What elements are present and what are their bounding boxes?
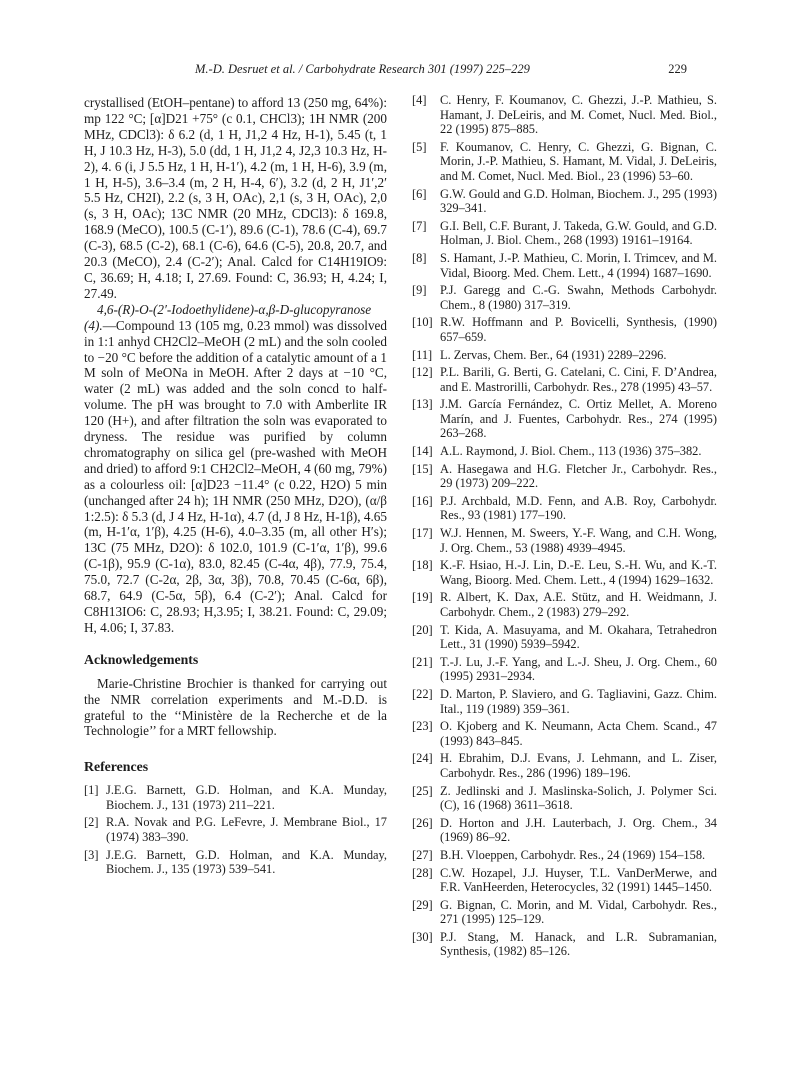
reference-item [412, 365, 717, 394]
reference-item [84, 815, 387, 844]
reference-number: [25] [412, 783, 433, 798]
experimental-paragraph-4 [84, 302, 387, 636]
acknowledgements-heading: Acknowledgements [84, 651, 199, 667]
reference-text: K.-F. Hsiao, H.-J. Lin, D.-E. Leu, S.-H. Wu, and K.-T. Wang, Bioorg. Med. Chem. Lett., 4 (1994) 1629–1632. [440, 558, 717, 587]
reference-text: D. Horton and J.H. Lauterbach, J. Org. Chem., 34 (1969) 86–92. [440, 815, 717, 845]
reference-item [412, 187, 717, 216]
reference-list-right [412, 93, 717, 959]
acknowledgements-text: Marie-Christine Brochier is thanked for carrying out the NMR correlation experiments and M.-D.D. is grateful to the ‘‘Ministère de la Recherche et de la Technologie’’ for a MRT fellowship. [84, 675, 387, 739]
page-number: 229 [668, 62, 687, 76]
reference-text: G.W. Gould and G.D. Holman, Biochem. J., 295 (1993) 329–341. [440, 186, 717, 216]
reference-text: S. Hamant, J.-P. Mathieu, C. Morin, I. Trimcev, and M. Vidal, Bioorg. Med. Chem. Lett., 4 (1994) 1687–1690. [440, 250, 717, 280]
reference-text: B.H. Vloeppen, Carbohydr. Res., 24 (1969) 154–158. [440, 847, 706, 862]
reference-number: [29] [412, 897, 433, 912]
reference-text: H. Ebrahim, D.J. Evans, J. Lehmann, and L. Ziser, Carbohydr. Res., 286 (1996) 189–196. [440, 751, 717, 780]
reference-item [412, 526, 717, 555]
reference-item [412, 848, 717, 863]
reference-number: [23] [412, 719, 433, 734]
reference-number: [17] [412, 526, 433, 541]
reference-number: [13] [412, 397, 433, 412]
compound-procedure: —Compound 13 (105 mg, 0.23 mmol) was dissolved in 1:1 anhyd CH2Cl2–MeOH (2 mL) and the soln cooled to −20 °C before the addition of a catalytic amount of a 1 M soln of MeONa in MeOH. After 2 days at −10 °C, water (2 mL) was added and the soln concd to half-volume. The pH was brought to 7.0 with Amberlite IR 120 (H+), and after filtration the soln was evaporated to dryness. The residue was purified by column chromatography on silica gel (pre-washed with MeOH and dried) to afford 9:1 CH2Cl2–MeOH, 4 (60 mg, 79%) as a colourless oil: [α]D23 −11.4° (c 0.22, H2O) 5 min (unchanged after 24 h); 1H NMR (250 MHz, D2O), (α/β 1:2.5): δ 5.3 (d, J 4 Hz, H-1α), 4.7 (d, J 8 Hz, H-1β), 4.65 (m, H-1′α, 1′β), 4.25 (H-6), 4.0–3.35 (m, all other H′s); 13C (75 MHz, D2O): δ 102.0, 101.9 (C-1′α, 1′β), 99.6 (C-1β), 95.9 (C-1α), 83.0, 82.45 (C-4α, 4β), 77.9, 75.4, 75.0, 72.7 (C-2α, 2β, 3α, 3β), 70.8, 70.45 (C-6α, 6β), 68.7, 64.9 (C-5α, 5β), 6.4 (C-2′); Anal. Calcd for C8H13IO6: C, 28.93; H,3.95; I, 38.21. Found: C, 29.09; H, 4.06; I, 37.83. [84, 317, 387, 635]
reference-number: [21] [412, 654, 433, 669]
reference-item [412, 494, 717, 523]
reference-text: R.W. Hoffmann and P. Bovicelli, Synthesis, (1990) 657–659. [440, 315, 717, 344]
reference-number: [10] [412, 315, 433, 330]
reference-number: [28] [412, 865, 433, 880]
reference-item [412, 93, 717, 137]
reference-number: [1] [84, 783, 99, 798]
right-column [412, 93, 717, 962]
reference-number: [15] [412, 461, 433, 476]
reference-item [412, 348, 717, 363]
reference-number: [7] [412, 218, 427, 233]
running-title: M.-D. Desruet et al. / Carbohydrate Research 301 (1997) 225–229 [195, 62, 530, 76]
reference-text: F. Koumanov, C. Henry, C. Ghezzi, G. Bignan, C. Morin, J.-P. Mathieu, S. Hamant, M. Vidal, J. DeLeiris, and M. Comet, Nucl. Med. Biol., 23 (1996) 53–60. [440, 139, 717, 183]
reference-text: P.L. Barili, G. Berti, G. Catelani, C. Cini, F. D’Andrea, and E. Mastrorilli, Carbohydr. Res., 278 (1995) 43–57. [440, 365, 717, 394]
reference-text: W.J. Hennen, M. Sweers, Y.-F. Wang, and C.H. Wong, J. Org. Chem., 53 (1988) 4939–4945. [440, 526, 717, 555]
reference-number: [14] [412, 444, 433, 459]
reference-number: [8] [412, 250, 427, 265]
reference-number: [9] [412, 283, 427, 298]
reference-item [412, 590, 717, 619]
reference-text: P.J. Garegg and C.-G. Swahn, Methods Carbohydr. Chem., 8 (1980) 317–319. [440, 283, 717, 312]
reference-item [412, 140, 717, 184]
reference-item [412, 719, 717, 748]
reference-number: [18] [412, 558, 433, 573]
reference-number: [22] [412, 686, 433, 701]
reference-text: D. Marton, P. Slaviero, and G. Tagliavini, Gazz. Chim. Ital., 119 (1989) 359–361. [440, 686, 717, 716]
reference-text: O. Kjoberg and K. Neumann, Acta Chem. Scand., 47 (1993) 843–845. [440, 719, 717, 748]
reference-number: [30] [412, 929, 433, 944]
reference-item [412, 866, 717, 895]
reference-number: [3] [84, 847, 99, 862]
reference-text: L. Zervas, Chem. Ber., 64 (1931) 2289–2296. [440, 347, 667, 362]
reference-number: [12] [412, 365, 433, 380]
reference-item [412, 898, 717, 927]
reference-list-left [84, 783, 387, 877]
reference-item [412, 784, 717, 813]
reference-text: J.E.G. Barnett, G.D. Holman, and K.A. Munday, Biochem. J., 135 (1973) 539–541. [106, 847, 387, 877]
reference-number: [6] [412, 186, 427, 201]
reference-item [412, 283, 717, 312]
reference-number: [2] [84, 815, 99, 830]
reference-text: A. Hasegawa and H.G. Fletcher Jr., Carbohydr. Res., 29 (1973) 209–222. [440, 461, 717, 491]
reference-item [412, 219, 717, 248]
reference-item [412, 930, 717, 959]
reference-text: R. Albert, K. Dax, A.E. Stütz, and H. Weidmann, J. Carbohydr. Chem., 2 (1983) 279–292. [440, 590, 717, 619]
reference-item [412, 655, 717, 684]
reference-text: Z. Jedlinski and J. Maslinska-Solich, J. Polymer Sci. (C), 16 (1968) 3611–3618. [440, 783, 717, 813]
reference-item [412, 397, 717, 441]
reference-item [412, 444, 717, 459]
reference-text: J.E.G. Barnett, G.D. Holman, and K.A. Munday, Biochem. J., 131 (1973) 211–221. [106, 783, 387, 812]
reference-number: [27] [412, 847, 433, 862]
reference-number: [19] [412, 590, 433, 605]
reference-item [412, 462, 717, 491]
reference-number: [5] [412, 139, 427, 154]
reference-item [412, 315, 717, 344]
reference-number: [16] [412, 493, 433, 508]
reference-text: A.L. Raymond, J. Biol. Chem., 113 (1936) 375–382. [440, 444, 702, 459]
reference-item [412, 623, 717, 652]
reference-text: T.-J. Lu, J.-F. Yang, and L.-J. Sheu, J. Org. Chem., 60 (1995) 2931–2934. [440, 654, 717, 684]
reference-item [84, 783, 387, 812]
reference-number: [26] [412, 815, 433, 830]
left-column [84, 95, 387, 880]
reference-text: C.W. Hozapel, J.J. Huyser, T.L. VanDerMerwe, and F.R. VanHeerden, Heterocycles, 32 (1991) 1445–1450. [440, 865, 717, 895]
reference-text: T. Kida, A. Masuyama, and M. Okahara, Tetrahedron Lett., 31 (1990) 5939–5942. [440, 622, 717, 652]
running-header [0, 62, 787, 80]
reference-text: J.M. García Fernández, C. Ortiz Mellet, A. Moreno Marín, and J. Fuentes, Carbohydr. Res., 274 (1995) 263–268. [440, 397, 717, 441]
reference-item [412, 558, 717, 587]
reference-item [84, 848, 387, 877]
reference-number: [24] [412, 751, 433, 766]
reference-text: G. Bignan, C. Morin, and M. Vidal, Carbohydr. Res., 271 (1995) 125–129. [440, 897, 717, 927]
reference-number: [20] [412, 622, 433, 637]
reference-text: G.I. Bell, C.F. Burant, J. Takeda, G.W. Gould, and G.D. Holman, J. Biol. Chem., 268 (1993) 19161–19164. [440, 218, 717, 248]
references-heading: References [84, 759, 149, 775]
reference-number: [11] [412, 347, 433, 362]
reference-item [412, 816, 717, 845]
reference-number: [4] [412, 93, 427, 107]
reference-text: P.J. Archbald, M.D. Fenn, and A.B. Roy, Carbohydr. Res., 93 (1981) 177–190. [440, 493, 717, 523]
reference-text: P.J. Stang, M. Hanack, and L.R. Subramanian, Synthesis, (1982) 85–126. [440, 929, 717, 959]
reference-item [412, 687, 717, 716]
experimental-paragraph-13: crystallised (EtOH–pentane) to afford 13 (250 mg, 64%): mp 122 °C; [α]D21 +75° (c 0.1, CHCl3); 1H NMR (200 MHz, CDCl3): δ 6.2 (d, 1 H, J1,2 4 Hz, H-1), 5.45 (t, 1 H, J 10.3 Hz, H-3), 5.0 (dd, 1 H, J1,2 4, J2,3 10.3 Hz, H-2), 4. 6 (i, J 5.5 Hz, 1 H, H-1′), 4.2 (m, 1 H, H-6), 3.9 (m, 1 H, H-5), 3.6–3.4 (m, 2 H, H-4, 6′), 3.2 (d, 2 H, J1′,2′ 5.5 Hz, CH2I), 2.2 (s, 3 H, OAc), 2,1 (s, 3 H, OAc), 2,0 (s, 3 H, OAc); 13C NMR (20 MHz, CDCl3): δ 169.8, 168.9 (MeCO), 100.5 (C-1′), 89.6 (C-1), 78.6 (C-4), 69.7 (C-3), 68.5 (C-2), 68.1 (C-6), 64.6 (C-5), 20.8, 20.7, and 20.3 (MeCO), 2.4 (C-2′); Anal. Calcd for C14H19IO9: C, 36.69; H, 4.18; I, 27.69. Found: C, 36.93; H, 4.24; I, 27.49. [84, 95, 387, 301]
compound-title: 4,6-(R)-O-(2′-Iodoethylidene)-α,β-D-glucopyranose (4). [84, 301, 372, 333]
reference-text: R.A. Novak and P.G. LeFevre, J. Membrane Biol., 17 (1974) 383–390. [106, 815, 387, 845]
reference-item [412, 251, 717, 280]
reference-item [412, 751, 717, 780]
reference-text: C. Henry, F. Koumanov, C. Ghezzi, J.-P. Mathieu, S. Hamant, J. DeLeiris, and M. Comet, Nucl. Med. Biol., 22 (1995) 875–885. [440, 93, 717, 137]
